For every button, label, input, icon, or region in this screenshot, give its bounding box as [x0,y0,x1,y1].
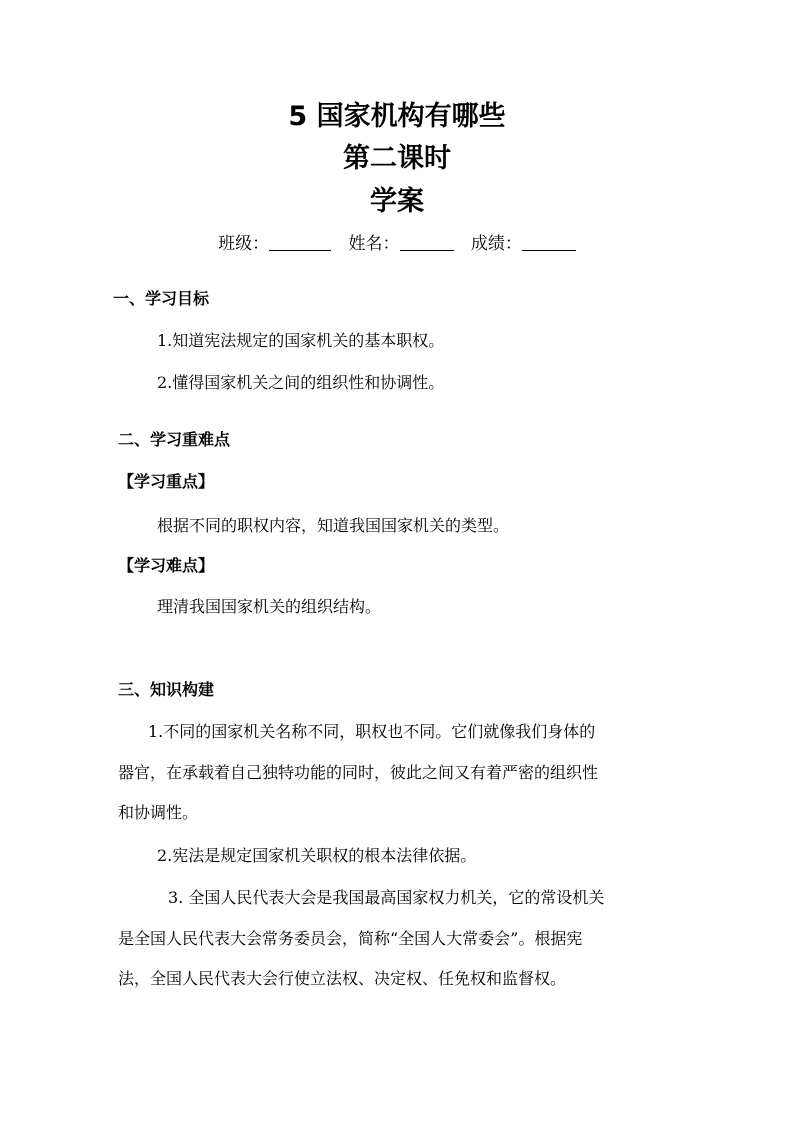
section1-heading: 一、学习目标 [113,289,210,308]
knowledge-paragraph-line: 1.不同的国家机关名称不同，职权也不同。它们就像我们身体的 [148,722,596,741]
section3-heading: 三、知识构建 [118,680,215,699]
name-label: 姓名： [348,234,400,254]
knowledge-paragraph-line: 法，全国人民代表大会行使立法权、决定权、任免权和监督权。 [118,969,567,988]
key-point-text: 根据不同的职权内容，知道我国国家机关的类型。 [157,516,510,535]
knowledge-paragraph-line: 和协调性。 [118,803,199,822]
difficult-point-label: 【学习难点】 [118,556,215,575]
score-blank [522,232,576,251]
objective-item: 2.懂得国家机关之间的组织性和协调性。 [157,373,445,392]
key-point-label: 【学习重点】 [118,472,215,491]
lesson-title: 5 国家机构有哪些 [288,101,506,132]
class-label: 班级： [218,234,270,254]
knowledge-paragraph-line: 是全国人民代表大会常务委员会，简称“全国人大常委会”。根据宪 [118,929,583,948]
objective-item: 1.知道宪法规定的国家机关的基本职权。 [157,331,445,350]
knowledge-paragraph-line: 器官，在承载着自己独特功能的同时，彼此之间又有着严密的组织性 [118,763,599,782]
difficult-point-text: 理清我国国家机关的组织结构。 [157,597,382,616]
lesson-type: 学案 [370,186,424,217]
name-blank [400,232,454,251]
section2-heading: 二、学习重难点 [118,430,231,449]
knowledge-paragraph-line: 2.宪法是规定国家机关职权的根本法律依据。 [157,846,477,865]
knowledge-paragraph-line: 3. 全国人民代表大会是我国最高国家权力机关，它的常设机关 [168,888,605,907]
lesson-period: 第二课时 [343,143,451,174]
class-blank [269,232,331,251]
score-label: 成绩： [470,234,522,254]
student-info-line [0,231,794,257]
